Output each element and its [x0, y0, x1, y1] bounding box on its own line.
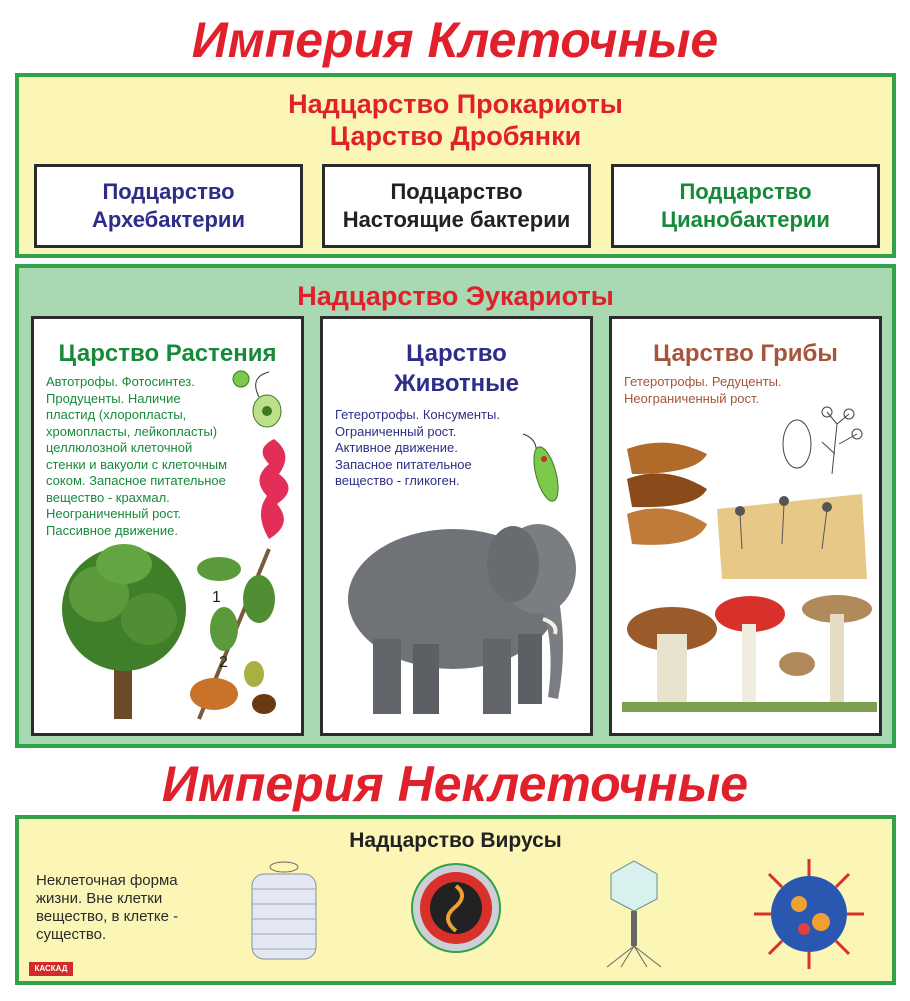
publisher-logo: КАСКАД: [29, 962, 73, 976]
subkingdom-name: Настоящие бактерии: [342, 207, 571, 232]
subkingdom-label: Подцарство: [390, 179, 523, 204]
animals-title-line1: Царство: [406, 340, 507, 367]
subkingdom-name: Цианобактерии: [661, 207, 830, 232]
bacteriophage-icon: [599, 859, 669, 969]
elephant-icon: [333, 499, 588, 729]
viruses-panel: [15, 815, 896, 985]
figure-label-2: 2: [219, 654, 228, 671]
animals-title-line2: Животные: [393, 370, 520, 397]
fungi-title: Царство Грибы: [653, 340, 838, 367]
eukaryotes-panel: [15, 264, 896, 748]
animals-description: Гетеротрофы. Консументы. Ограниченный рост. Активное движение. Запасное питательное вещество - гликоген.: [335, 407, 500, 488]
subkingdom-archaebacteria: [34, 164, 303, 248]
mushrooms-icon: [622, 594, 877, 719]
plants-title: Царство Растения: [58, 340, 277, 367]
bread-mold-icon: [712, 489, 872, 584]
mold-sketch-icon: [777, 404, 872, 479]
red-algae-icon: [249, 434, 299, 544]
green-cell-icon: [229, 367, 289, 432]
figure-label-1: 1: [212, 589, 221, 606]
noncellular-empire-title: Империя Неклеточные: [161, 756, 749, 812]
plants-card: [31, 316, 304, 736]
fungi-card: [609, 316, 882, 736]
bracket-fungus-icon: [622, 429, 712, 579]
viruses-heading: Надцарство Вирусы: [349, 829, 562, 852]
euglena-icon: [518, 429, 568, 509]
viruses-description: Неклеточная форма жизни. Вне клетки вещество, в клетке - существо.: [36, 872, 179, 943]
fungi-description: Гетеротрофы. Редуценты. Неограниченный рост.: [624, 374, 782, 406]
influenza-virus-icon: [749, 854, 869, 974]
tobacco-mosaic-virus-icon: [244, 859, 324, 969]
subkingdom-true-bacteria: [322, 164, 591, 248]
cellular-empire-title: Империя Клеточные: [191, 12, 719, 68]
subkingdom-label: Подцарство: [679, 179, 812, 204]
animals-card: [320, 316, 593, 736]
prokaryotes-heading: Надцарство Прокариоты: [288, 89, 623, 119]
plants-description: Автотрофы. Фотосинтез. Продуценты. Наличие пластид (хлоропласты, хромопласты, лейкопласты) целлюлозной клеточной стенки и вакуоли с клеточным соком. Запасное питательное вещество - крахмал. Неограниченный рост. Пассивное движение.: [46, 374, 228, 538]
prokaryotes-panel: [15, 73, 896, 258]
drobyanki-heading: Царство Дробянки: [329, 121, 582, 151]
hiv-virus-icon: [409, 861, 504, 956]
eukaryotes-heading: Надцарство Эукариоты: [297, 281, 614, 311]
subkingdom-cyanobacteria: [611, 164, 880, 248]
oak-branch-icon: [179, 529, 299, 729]
subkingdom-label: Подцарство: [102, 179, 235, 204]
oak-tree-icon: [54, 534, 194, 724]
subkingdom-name: Архебактерии: [91, 207, 245, 232]
